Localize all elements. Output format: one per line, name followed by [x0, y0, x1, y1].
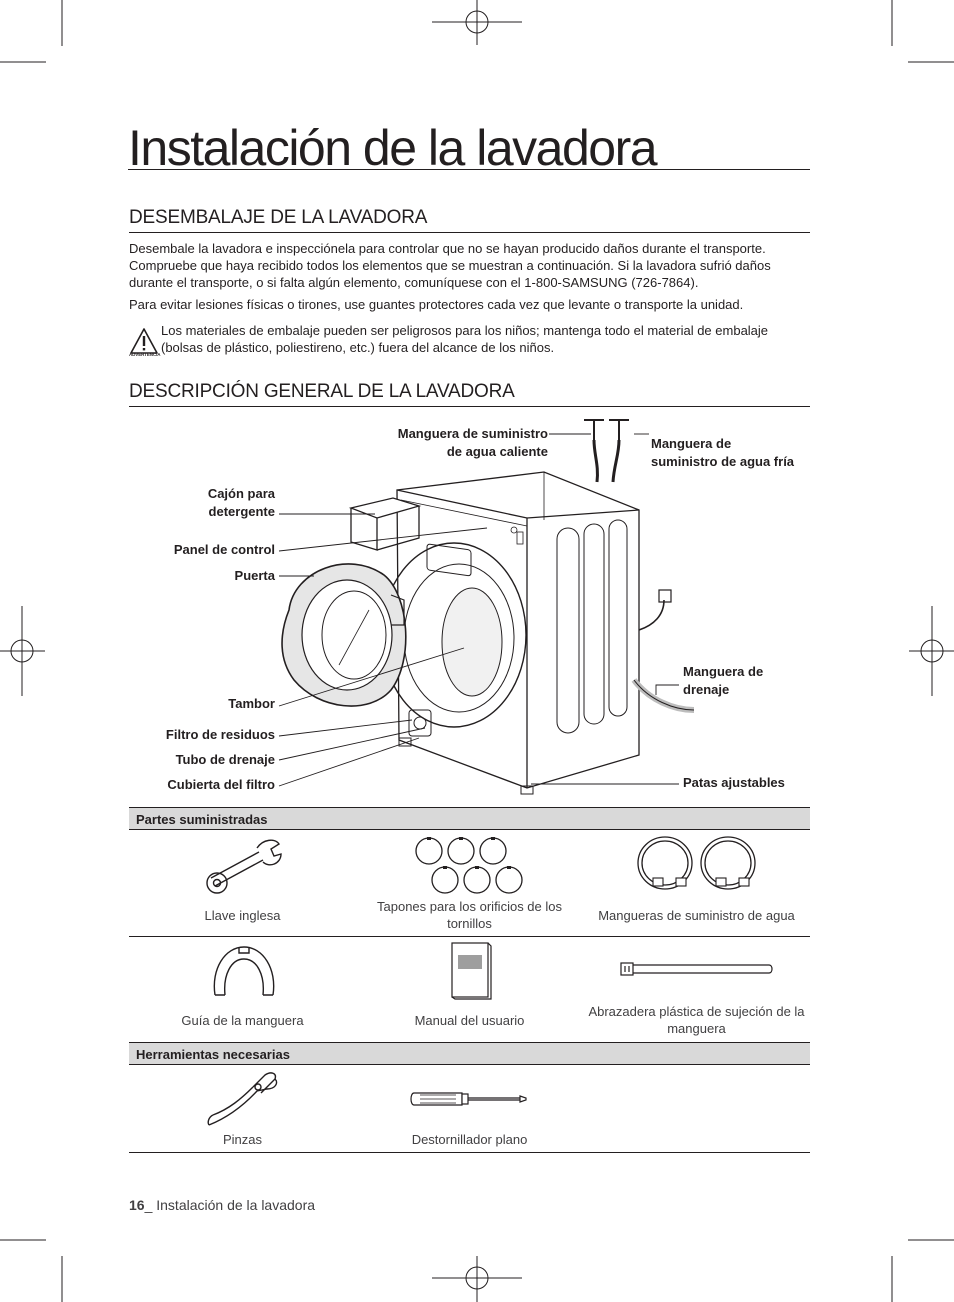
bolt-caps-icon — [356, 832, 583, 898]
part-label: Llave inglesa — [204, 908, 281, 923]
callout-drain-hose-line-1: Manguera de — [683, 664, 764, 679]
callout-filter-cover: Cubierta del filtro — [167, 777, 275, 792]
part-label: Mangueras de suministro de agua — [598, 908, 795, 923]
callout-cold-hose-line-2: suministro de agua fría — [651, 454, 795, 469]
screwdriver-icon — [356, 1067, 583, 1131]
part-label: Tapones para los orificios de los tornillos — [377, 899, 562, 931]
unpacking-paragraph-2: Para evitar lesiones físicas o tirones, use guantes protectores cada vez que levante o transporte la unidad. — [129, 297, 744, 312]
callout-cold-hose-line-1: Manguera de — [651, 436, 732, 451]
callout-drum: Tambor — [228, 696, 275, 711]
callout-debris-filter: Filtro de residuos — [165, 727, 275, 742]
cable-tie-icon — [583, 939, 810, 1005]
washer-diagram — [129, 410, 810, 806]
part-water-hoses — [583, 830, 810, 936]
pliers-icon — [129, 1067, 356, 1131]
callout-control-panel: Panel de control — [173, 542, 275, 557]
warning-text: Los materiales de embalaje pueden ser peligrosos para los niños; mantenga todo el material de embalaje (bolsas de plástico, poliestireno, etc.) fuera del alcance de los niños. — [161, 323, 769, 355]
warning-tag: ADVERTENCIA — [129, 352, 161, 357]
tool-flat-screwdriver — [356, 1065, 583, 1152]
supplied-parts-row-1 — [129, 830, 810, 937]
callout-adjustable-feet: Patas ajustables — [683, 775, 785, 790]
callout-hot-hose-line-2: de agua caliente — [446, 444, 548, 459]
callout-drawer-line-1: Cajón para — [207, 486, 275, 501]
part-cable-tie — [583, 937, 810, 1042]
callout-drain-hose-line-2: drenaje — [683, 682, 730, 697]
required-tools-row — [129, 1065, 810, 1153]
part-user-manual — [356, 937, 583, 1042]
unpacking-heading: DESEMBALAJE DE LA LAVADORA — [129, 207, 810, 233]
callout-drain-tube: Tubo de drenaje — [175, 752, 275, 767]
part-wrench — [129, 830, 356, 936]
tool-label: Pinzas — [222, 1132, 263, 1147]
water-hoses-icon — [583, 834, 810, 900]
callout-hot-hose — [398, 425, 548, 461]
callout-door: Puerta — [234, 568, 275, 583]
callout-detergent-drawer — [208, 485, 275, 521]
page-title: Instalación de la lavadora — [128, 120, 657, 176]
overview-heading: DESCRIPCIÓN GENERAL DE LA LAVADORA — [129, 381, 810, 407]
part-hose-guide — [129, 937, 356, 1042]
required-tools-header: Herramientas necesarias — [129, 1042, 810, 1065]
page-footer — [129, 1197, 315, 1213]
part-label: Guía de la manguera — [181, 1013, 304, 1028]
tool-label: Destornillador plano — [411, 1132, 528, 1147]
callout-drawer-line-2: detergente — [208, 504, 275, 519]
unpacking-paragraph-1: Desembale la lavadora e inspecciónela para controlar que no se hayan producido daños durante el transporte. Compruebe que haya recibido todos los elementos que se muestran a continuación. Si la lavadora sufrió daños durante el transporte, o si falta algún elemento, comuníquese con el 1-800-SAMSUNG (726-7864). — [129, 241, 771, 290]
page-number: 16 — [129, 1197, 145, 1213]
manual-icon — [356, 939, 583, 1005]
supplied-parts-header: Partes suministradas — [129, 807, 810, 830]
supplied-parts-row-2 — [129, 937, 810, 1043]
hose-guide-icon — [129, 939, 356, 1005]
part-label: Manual del usuario — [414, 1013, 525, 1028]
wrench-icon — [129, 834, 356, 904]
footer-text: _ Instalación de la lavadora — [144, 1197, 316, 1213]
callout-drain-hose — [683, 663, 763, 699]
tool-pliers — [129, 1065, 356, 1152]
callout-cold-hose — [651, 435, 794, 471]
title-rule — [128, 169, 810, 170]
part-label: Abrazadera plástica de sujeción de la manguera — [588, 1004, 805, 1036]
callout-hot-hose-line-1: Manguera de suministro — [397, 426, 548, 441]
part-bolt-caps — [356, 830, 583, 936]
